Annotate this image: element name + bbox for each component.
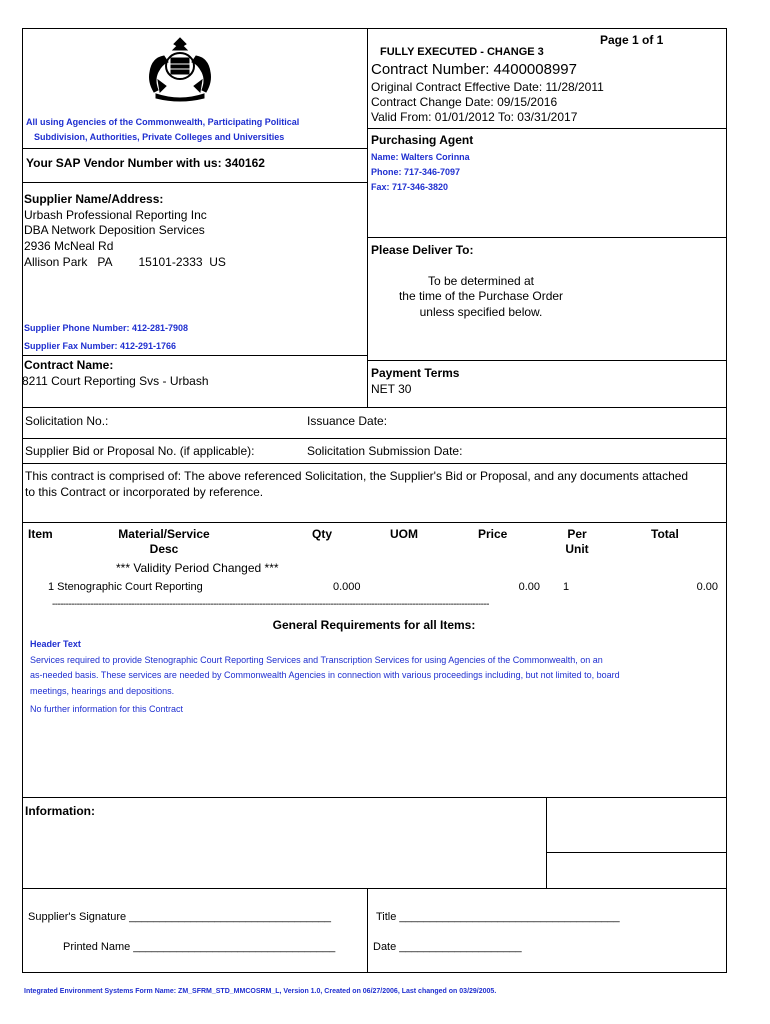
- item-total: 0.00: [696, 581, 718, 593]
- item-per: 1: [563, 581, 570, 593]
- hr-full-5: [22, 797, 726, 798]
- agencies-line-1: All using Agencies of the Commonwealth, Participating Political: [26, 117, 300, 127]
- general-para-3: meetings, hearings and depositions.: [30, 686, 175, 696]
- commonwealth-seal-icon: [138, 36, 222, 102]
- page-indicator: Page 1 of 1: [600, 33, 664, 47]
- validity-note: *** Validity Period Changed ***: [116, 561, 279, 575]
- supplier-phone: Supplier Phone Number: 412-281-7908: [24, 323, 189, 333]
- deliver-line-2: the time of the Purchase Order: [398, 289, 564, 303]
- header-text-label: Header Text: [30, 639, 81, 649]
- item-price: 0.00: [518, 581, 540, 593]
- general-para-4: No further information for this Contract: [30, 704, 184, 714]
- supplier-line-4: Allison Park PA 15101-2333 US: [24, 255, 226, 269]
- printed-name-line[interactable]: Printed Name _________________________________: [63, 941, 336, 953]
- general-para-1: Services required to provide Stenographic Court Reporting Services and Transcription Services for using Agencies of the Commonwealth, on an: [30, 655, 603, 665]
- hr-full-1: [22, 407, 726, 408]
- hr-right-1: [367, 128, 726, 129]
- submission-date: Solicitation Submission Date:: [307, 444, 463, 458]
- supplier-signature-line[interactable]: Supplier's Signature _________________________________: [28, 911, 332, 923]
- supplier-bid-no: Supplier Bid or Proposal No. (if applicable):: [25, 444, 255, 458]
- supplier-line-2: DBA Network Deposition Services: [24, 223, 205, 237]
- agent-fax: Fax: 717-346-3820: [371, 182, 449, 192]
- hr-full-2: [22, 438, 726, 439]
- payment-terms-label: Payment Terms: [371, 366, 460, 380]
- col-item: Item: [28, 527, 53, 541]
- hr-right-3: [367, 360, 726, 361]
- item-qty: 0.000: [333, 581, 361, 593]
- contract-number: Contract Number: 4400008997: [371, 61, 577, 78]
- contract-name-label: Contract Name:: [24, 358, 114, 372]
- item-desc: 1 Stenographic Court Reporting: [48, 581, 203, 593]
- col-desc: Desc: [149, 542, 179, 556]
- supplier-fax: Supplier Fax Number: 412-291-1766: [24, 341, 177, 351]
- original-effective-date: Original Contract Effective Date: 11/28/2011: [371, 80, 604, 94]
- payment-terms-value: NET 30: [371, 382, 412, 396]
- col-qty: Qty: [312, 527, 333, 541]
- contract-name-value: 8211 Court Reporting Svs - Urbash: [22, 374, 209, 388]
- col-uom: UOM: [390, 527, 418, 541]
- comprised-line-2: to this Contract or incorporated by reference.: [25, 485, 264, 499]
- deliver-line-3: unless specified below.: [419, 305, 543, 319]
- dashed-separator: ----------------------------------------------------------------------------------------------------------------------------------------------------------------: [52, 599, 489, 610]
- info-divider: [546, 797, 547, 888]
- frame-right: [726, 28, 727, 973]
- col-material: Material/Service: [118, 527, 210, 541]
- hr-full-3: [22, 463, 726, 464]
- sap-vendor-number: Your SAP Vendor Number with us: 340162: [26, 156, 265, 170]
- hr-left-1: [22, 148, 367, 149]
- agent-phone: Phone: 717-346-7097: [371, 167, 461, 177]
- frame-top: [22, 28, 726, 29]
- col-unit: Unit: [565, 542, 589, 556]
- hr-left-2: [22, 182, 367, 183]
- col-total: Total: [651, 527, 679, 541]
- col-price: Price: [478, 527, 508, 541]
- hr-right-2: [367, 237, 726, 238]
- general-para-2: as-needed basis. These services are needed by Commonwealth Agencies in connection with various proceedings including, but not limited to, board: [30, 670, 620, 680]
- supplier-line-3: 2936 McNeal Rd: [24, 239, 114, 253]
- supplier-line-1: Urbash Professional Reporting Inc: [24, 208, 207, 222]
- deliver-line-1: To be determined at: [427, 274, 535, 288]
- hr-full-4: [22, 522, 726, 523]
- deliver-to-label: Please Deliver To:: [371, 243, 474, 257]
- purchasing-agent-label: Purchasing Agent: [371, 133, 474, 147]
- comprised-line-1: This contract is comprised of: The above referenced Solicitation, the Supplier's Bid or Proposal, and any documents attached: [25, 469, 689, 483]
- valid-dates: Valid From: 01/01/2012 To: 03/31/2017: [371, 110, 578, 124]
- issuance-date: Issuance Date:: [307, 414, 388, 428]
- contract-change-date: Contract Change Date: 09/15/2016: [371, 95, 558, 109]
- frame-left: [22, 28, 23, 973]
- information-label: Information:: [25, 804, 95, 818]
- contract-status: FULLY EXECUTED - CHANGE 3: [380, 46, 544, 58]
- hr-left-3: [22, 355, 367, 356]
- hr-info-right: [546, 852, 726, 853]
- title-line[interactable]: Title ____________________________________: [376, 911, 620, 923]
- hr-full-6: [22, 888, 726, 889]
- supplier-label: Supplier Name/Address:: [24, 192, 164, 206]
- frame-bottom: [22, 972, 727, 973]
- date-line[interactable]: Date ____________________: [373, 941, 522, 953]
- upper-divider: [367, 28, 368, 407]
- col-per: Per: [567, 527, 587, 541]
- agencies-line-2: Subdivision, Authorities, Private Colleges and Universities: [34, 132, 285, 142]
- general-requirements-title: General Requirements for all Items:: [272, 618, 476, 632]
- solicitation-no: Solicitation No.:: [25, 414, 109, 428]
- sig-divider: [367, 888, 368, 972]
- agent-name: Name: Walters Corinna: [371, 152, 470, 162]
- form-footer: Integrated Environment Systems Form Name: ZM_SFRM_STD_MMCOSRM_L, Version 1.0, Created on 06/27/2006, Last changed on 03/29/2005.: [24, 988, 497, 995]
